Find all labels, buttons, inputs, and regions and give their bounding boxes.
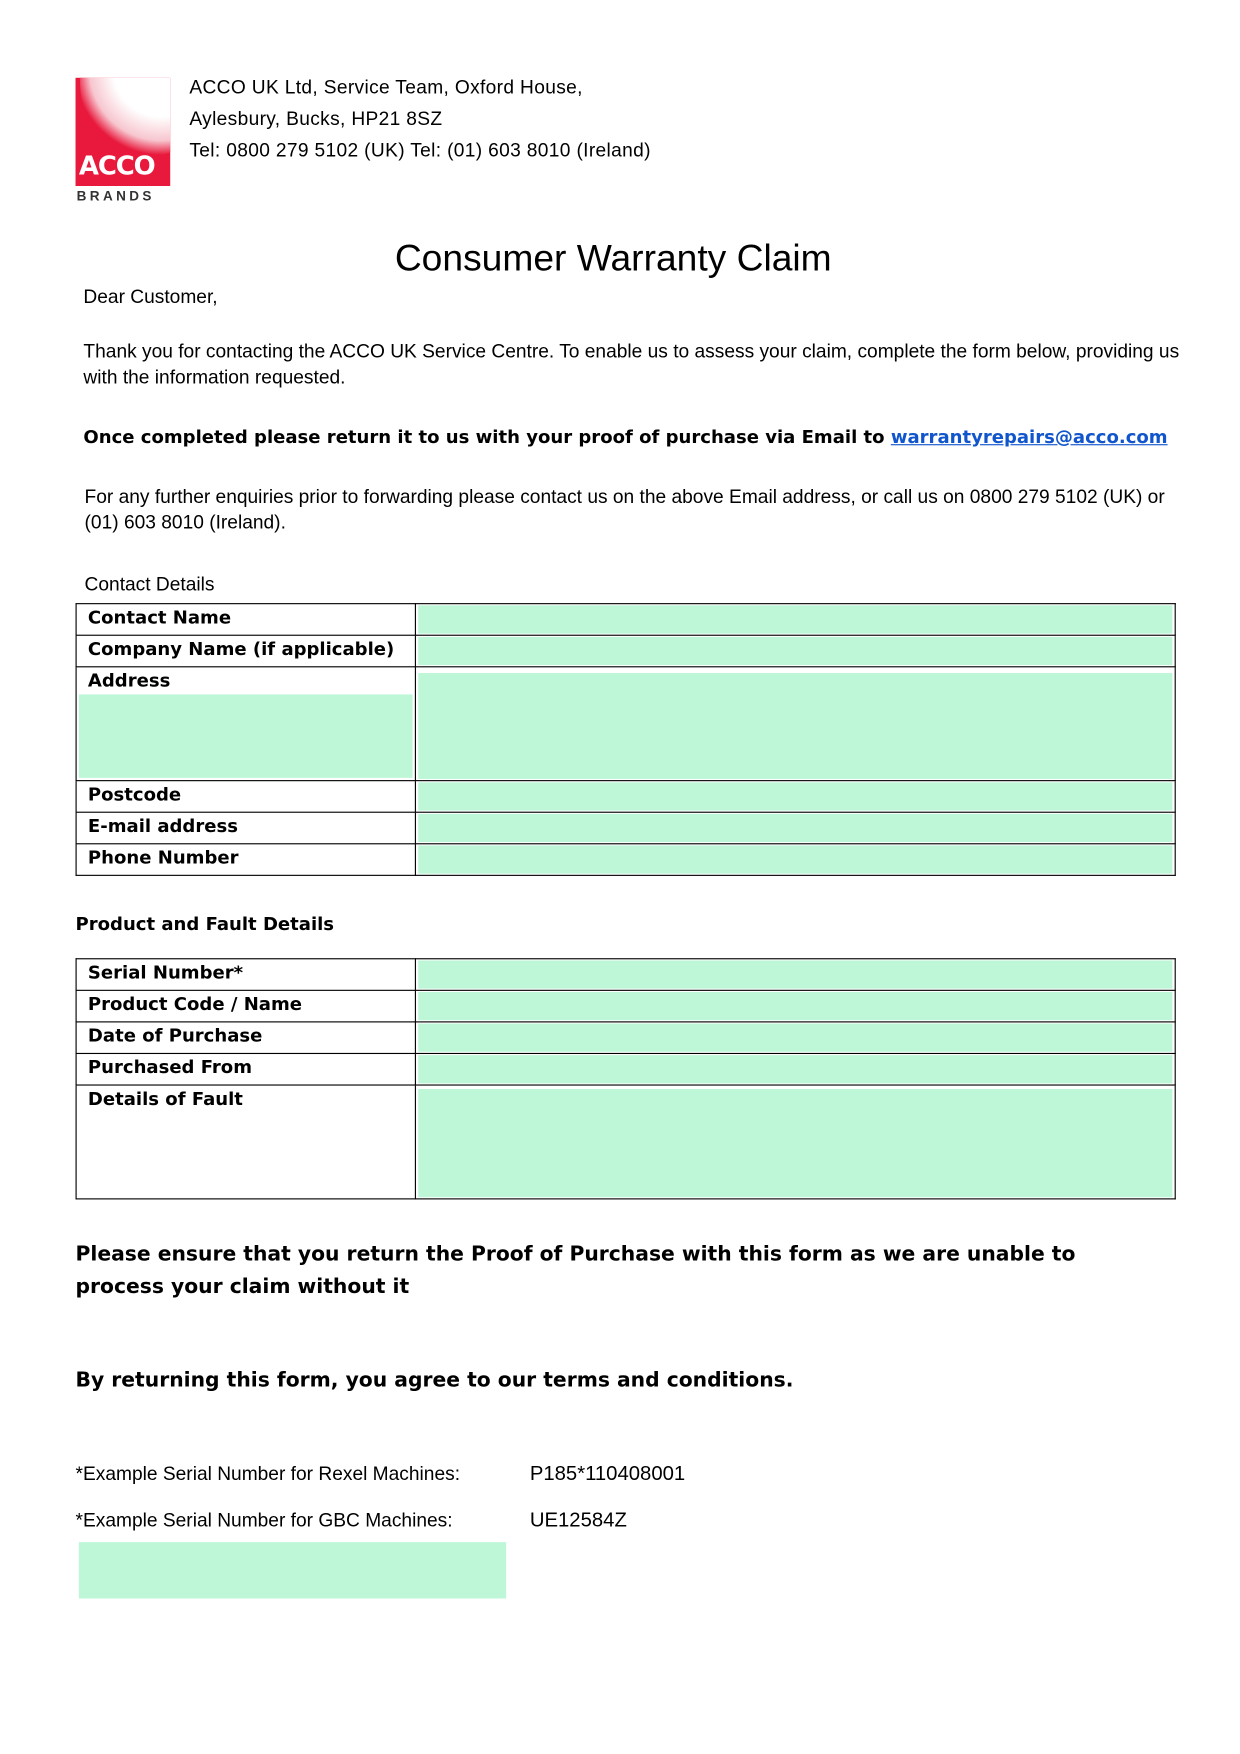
label-product-code: Product Code / Name	[76, 990, 415, 1022]
postcode-field[interactable]	[418, 782, 1172, 810]
label-phone: Phone Number	[76, 844, 415, 876]
label-details-of-fault: Details of Fault	[76, 1085, 415, 1199]
company-name-field[interactable]	[418, 637, 1172, 665]
terms-notice: By returning this form, you agree to our terms and conditions.	[75, 1368, 794, 1393]
highlight-field[interactable]	[79, 1542, 506, 1598]
label-serial-number: Serial Number*	[76, 959, 415, 991]
return-instructions: Once completed please return it to us with your proof of purchase via Email to warrantyrepairs@acco.com	[83, 426, 1168, 448]
product-details-heading: Product and Fault Details	[75, 913, 335, 935]
contact-name-field[interactable]	[418, 605, 1172, 633]
product-code-field[interactable]	[418, 992, 1172, 1020]
label-address: Address	[76, 667, 415, 781]
address-line-2: Aylesbury, Bucks, HP21 8SZ	[189, 108, 443, 130]
contact-details-table	[76, 603, 1176, 876]
label-date-of-purchase: Date of Purchase	[76, 1022, 415, 1054]
details-of-fault-field[interactable]	[418, 1089, 1172, 1197]
rexel-example-value: P185*110408001	[529, 1462, 686, 1485]
contact-details-heading: Contact Details	[84, 573, 215, 596]
label-contact-name: Contact Name	[76, 604, 415, 636]
email-field[interactable]	[418, 814, 1172, 842]
address-line-1: ACCO UK Ltd, Service Team, Oxford House,	[189, 76, 583, 99]
address-phone: Tel: 0800 279 5102 (UK) Tel: (01) 603 8010 (Ireland)	[189, 139, 651, 162]
serial-number-field[interactable]	[418, 960, 1172, 988]
page-title: Consumer Warranty Claim	[394, 236, 832, 279]
label-purchased-from: Purchased From	[76, 1053, 415, 1085]
label-company-name: Company Name (if applicable)	[76, 635, 415, 667]
gbc-example-value: UE12584Z	[529, 1508, 627, 1531]
rexel-example-label: *Example Serial Number for Rexel Machines:	[75, 1463, 461, 1485]
address-field[interactable]	[418, 673, 1172, 779]
phone-field[interactable]	[418, 845, 1172, 873]
label-postcode: Postcode	[76, 781, 415, 813]
email-link[interactable]: warrantyrepairs@acco.com	[890, 426, 1168, 448]
gbc-example-label: *Example Serial Number for GBC Machines:	[75, 1509, 453, 1531]
date-of-purchase-field[interactable]	[418, 1024, 1172, 1052]
product-details-table	[76, 958, 1176, 1199]
intro-text: Thank you for contacting the ACCO UK Service Centre. To enable us to assess your claim, complete the form below, providing us with the information requested.	[83, 340, 1180, 388]
proof-of-purchase-notice: Please ensure that you return the Proof of Purchase with this form as we are unable to process your claim without it	[75, 1242, 1076, 1299]
purchased-from-field[interactable]	[418, 1055, 1172, 1083]
acco-brands-logo: ACCO BRANDS	[76, 78, 171, 204]
label-email: E-mail address	[76, 812, 415, 844]
enquiries-text: For any further enquiries prior to forwarding please contact us on the above Email address, or call us on 0800 279 5102 (UK) or (01) 603 8010 (Ireland).	[84, 485, 1165, 534]
greeting: Dear Customer,	[83, 286, 218, 308]
